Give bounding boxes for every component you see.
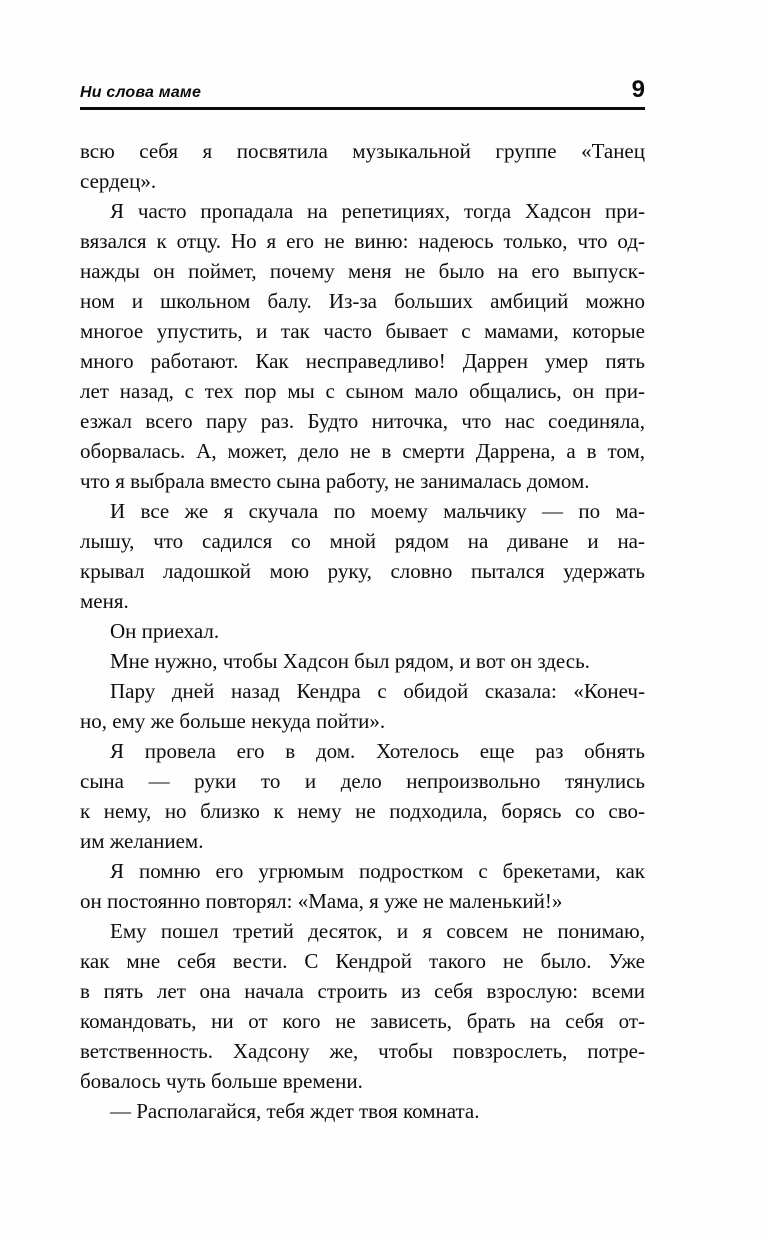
- text-line: командовать, ни от кого не зависеть, брать на себя от-: [80, 1009, 645, 1033]
- text-line: Я часто пропадала на репетициях, тогда Хадсон при-: [110, 199, 645, 223]
- text-line: оборвалась. А, может, дело не в смерти Даррена, а в том,: [80, 439, 645, 463]
- text-line: в пять лет она начала строить из себя взрослую: всеми: [80, 979, 645, 1003]
- text-line: он постоянно повторял: «Мама, я уже не маленький!»: [80, 889, 563, 913]
- page-number: 9: [631, 76, 645, 103]
- body-text: [80, 136, 645, 1126]
- page-header: [80, 78, 645, 110]
- text-line: бовалось чуть больше времени.: [80, 1069, 363, 1093]
- text-line: Мне нужно, чтобы Хадсон был рядом, и вот он здесь.: [110, 649, 590, 673]
- text-line: Я провела его в дом. Хотелось еще раз обнять: [110, 739, 645, 763]
- text-line: к нему, но близко к нему не подходила, борясь со сво-: [80, 799, 645, 823]
- text-line: крывал ладошкой мою руку, словно пытался удержать: [80, 559, 645, 583]
- text-line: вязался к отцу. Но я его не виню: надеюсь только, что од-: [80, 229, 645, 253]
- text-line: лет назад, с тех пор мы с сыном мало общались, он при-: [80, 379, 645, 403]
- text-line: И все же я скучала по моему мальчику — по ма-: [110, 499, 645, 523]
- text-line: как мне себя вести. С Кендрой такого не было. Уже: [80, 949, 645, 973]
- text-line: много работают. Как несправедливо! Даррен умер пять: [80, 349, 645, 373]
- text-line: сына — руки то и дело непроизвольно тянулись: [80, 769, 645, 793]
- text-line: что я выбрала вместо сына работу, не занималась домом.: [80, 469, 590, 493]
- text-line: — Располагайся, тебя ждет твоя комната.: [110, 1099, 480, 1123]
- text-line: езжал всего пару раз. Будто ниточка, что нас соединяла,: [80, 409, 645, 433]
- text-line: Он приехал.: [110, 619, 220, 643]
- text-line: но, ему же больше некуда пойти».: [80, 709, 386, 733]
- text-line: многое упустить, и так часто бывает с мамами, которые: [80, 319, 645, 343]
- text-line: ветственность. Хадсону же, чтобы повзрослеть, потре-: [80, 1039, 645, 1063]
- text-line: сердец».: [80, 169, 157, 193]
- text-line: меня.: [80, 589, 129, 613]
- text-line: Ему пошел третий десяток, и я совсем не понимаю,: [110, 919, 645, 943]
- text-line: лышу, что садился со мной рядом на диване и на-: [80, 529, 645, 553]
- running-title: Ни слова маме: [80, 84, 202, 101]
- text-line: ном и школьном балу. Из-за больших амбиций можно: [80, 289, 645, 313]
- text-line: нажды он поймет, почему меня не было на его выпуск-: [80, 259, 645, 283]
- text-line: им желанием.: [80, 829, 204, 853]
- text-line: всю себя я посвятила музыкальной группе «Танец: [80, 139, 645, 163]
- text-line: Я помню его угрюмым подростком с брекетами, как: [110, 859, 645, 883]
- text-line: Пару дней назад Кендра с обидой сказала: «Конеч-: [110, 679, 645, 703]
